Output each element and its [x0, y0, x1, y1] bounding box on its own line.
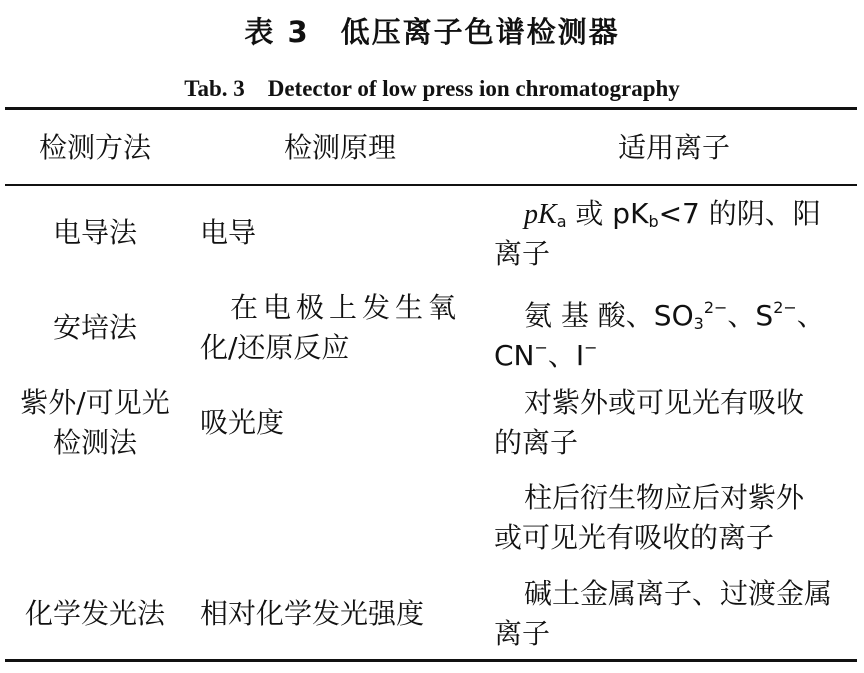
row2-principle-line2: 化/还原反应	[200, 331, 350, 364]
iodide-charge: −	[584, 338, 598, 357]
header-ions: 适用离子	[617, 131, 730, 164]
row5-ions-line1: 碱土金属离子、过渡金属	[524, 577, 833, 610]
so3-charge: 2−	[703, 298, 728, 317]
table-top-rule	[5, 107, 857, 110]
pka-prefix: pK	[524, 199, 557, 230]
sulfide-prefix: 、S	[727, 299, 774, 332]
cyanide-charge: −	[534, 338, 548, 357]
row4-ions-line1: 柱后衍生物应后对紫外	[524, 481, 805, 514]
row3-method-line2: 检测法	[52, 426, 137, 459]
header-principle: 检测原理	[283, 131, 396, 164]
row4-ions-line2: 或可见光有吸收的离子	[494, 521, 775, 554]
table-bottom-rule	[5, 659, 857, 662]
row5-method: 化学发光法	[24, 597, 165, 630]
cyanide: CN	[494, 339, 535, 372]
row3-ions-line1: 对紫外或可见光有吸收	[524, 386, 805, 419]
row5-principle: 相对化学发光强度	[200, 597, 425, 630]
row1-ions-line2: 离子	[494, 237, 551, 270]
amino-acid-so3: 氨 基 酸、SO	[524, 299, 694, 332]
pkb-subscript: b	[648, 212, 659, 231]
so3-subscript: 3	[693, 314, 704, 333]
row1-method: 电导法	[52, 216, 137, 249]
row2-method: 安培法	[52, 311, 137, 344]
row3-principle: 吸光度	[200, 406, 285, 439]
separator: 、	[796, 299, 825, 332]
row5-ions-line2: 离子	[494, 617, 551, 650]
row2-principle-line1: 在电极上发生氧	[230, 291, 462, 324]
iodide: 、I	[547, 339, 585, 372]
row3-ions-line2: 的离子	[494, 426, 579, 459]
pka-subscript: a	[556, 212, 567, 231]
sulfide-charge: 2−	[773, 298, 797, 317]
pkb-prefix: 或 pK	[566, 197, 649, 230]
table-title-chinese: 表 3 低压离子色谱检测器	[244, 15, 620, 49]
header-method: 检测方法	[38, 131, 151, 164]
row1-principle: 电导	[200, 216, 257, 249]
pk-condition: <7 的阴、阳	[658, 197, 821, 230]
table-title-english: Tab. 3 Detector of low press ion chromatography	[184, 76, 680, 101]
row2-ions-line2	[494, 328, 854, 376]
row3-method-line1: 紫外/可见光	[20, 386, 170, 419]
table-header-rule	[5, 184, 857, 186]
